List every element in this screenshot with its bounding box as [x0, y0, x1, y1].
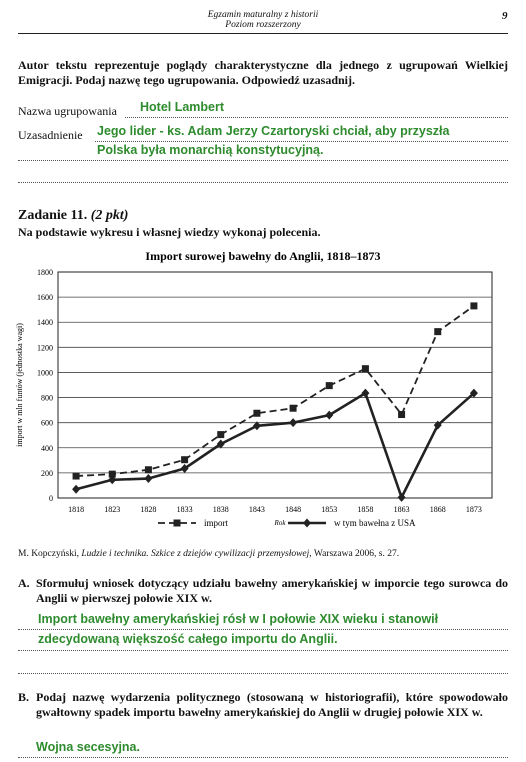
justification-answer-line2: Polska była monarchią konstytucyjną.	[97, 143, 324, 157]
x-tick-label: 1823	[104, 505, 121, 514]
data-point-usa	[72, 485, 80, 494]
y-tick-label: 1600	[37, 293, 53, 303]
cotton-import-chart	[0, 240, 526, 540]
x-tick-label: 1843	[248, 505, 265, 514]
answer-a-line2: zdecydowaną większość całego importu do Anglii.	[38, 632, 338, 646]
exam-level: Poziom rozszerzony	[225, 20, 301, 30]
data-point-import	[181, 456, 188, 463]
header-rule	[18, 33, 508, 34]
question-a-letter: A.	[18, 576, 30, 590]
y-tick-label: 600	[41, 418, 53, 428]
answer-line	[18, 673, 508, 674]
task-points: (2 pkt)	[90, 208, 129, 223]
y-tick-label: 0	[49, 494, 53, 503]
y-axis-label: import w mln funtów (jednostka wagi)	[15, 323, 24, 447]
legend-marker-import	[174, 520, 181, 527]
answer-line	[95, 141, 508, 142]
x-tick-label: 1873	[465, 505, 482, 514]
page-number: 9	[502, 10, 508, 22]
answer-line	[125, 117, 508, 118]
x-tick-label: 1853	[321, 505, 338, 514]
name-label: Nazwa ugrupowania	[18, 104, 117, 118]
legend-label-import: import	[204, 518, 228, 528]
y-tick-label: 200	[41, 468, 53, 478]
data-point-import	[217, 431, 224, 438]
x-tick-label: 1828	[140, 505, 157, 514]
x-tick-label: 1833	[176, 505, 193, 514]
series-line-usa	[76, 393, 474, 497]
answer-line	[18, 629, 508, 630]
source-details: , Warszawa 2006, s. 27.	[309, 549, 400, 559]
y-tick-label: 800	[41, 393, 53, 403]
data-point-import	[398, 411, 405, 418]
task-instruction: Na podstawie wykresu i własnej wiedzy wykonaj polecenia.	[18, 225, 321, 239]
y-tick-label: 1000	[37, 368, 53, 378]
data-point-import	[145, 466, 152, 473]
page-header	[0, 10, 526, 30]
exam-title: Egzamin maturalny z historii	[207, 10, 319, 20]
task-title	[18, 208, 128, 224]
answer-line	[18, 650, 508, 651]
y-tick-label: 1400	[37, 318, 53, 328]
chart-source	[18, 549, 399, 559]
question-a-text: Sformułuj wniosek dotyczący udziału bawełny amerykańskiej w imporcie tego surowca do Anglii w pierwszej połowie XIX w.	[36, 576, 508, 605]
chart-title: Import surowej bawełny do Anglii, 1818–1873	[145, 249, 381, 263]
data-point-import	[326, 382, 333, 389]
prev-task-prompt: Autor tekstu reprezentuje poglądy charakterystyczne dla jednego z ugrupowań Wielkiej Emigracji. Podaj nazwę tego ugrupowania. Odpowiedź uzasadnij.	[18, 58, 508, 87]
x-tick-label: 1818	[68, 505, 85, 514]
x-tick-label: 1838	[212, 505, 229, 514]
answer-line	[18, 182, 508, 183]
data-point-import	[253, 410, 260, 417]
task-number: Zadanie 11.	[18, 208, 88, 223]
answer-b: Wojna secesyjna.	[36, 740, 140, 754]
answer-line	[18, 757, 508, 758]
question-b-text: Podaj nazwę wydarzenia politycznego (stosowaną w historiografii), które spowodowało gwałtowny spadek importu bawełny amerykańskiej do Anglii w drugiej połowie XIX w.	[36, 690, 508, 719]
answer-line	[18, 160, 508, 161]
data-point-import	[362, 365, 369, 372]
data-point-import	[290, 405, 297, 412]
plot-frame	[58, 272, 492, 498]
x-axis-label: Rok	[274, 519, 286, 527]
legend-label-usa: w tym bawełna z USA	[334, 518, 416, 528]
justification-label: Uzasadnienie	[18, 128, 83, 142]
y-tick-label: 1200	[37, 343, 53, 353]
data-point-import	[434, 328, 441, 335]
justification-answer-line1: Jego lider - ks. Adam Jerzy Czartoryski chciał, aby przyszła	[97, 124, 450, 138]
legend-marker-usa	[303, 519, 311, 528]
answer-a-line1: Import bawełny amerykańskiej rósł w I połowie XIX wieku i stanowił	[38, 612, 439, 626]
x-tick-label: 1858	[357, 505, 374, 514]
question-b-letter: B.	[18, 690, 30, 704]
name-answer: Hotel Lambert	[140, 100, 225, 114]
y-tick-label: 400	[41, 443, 53, 453]
source-title: Ludzie i technika. Szkice z dziejów cywilizacji przemysłowej	[81, 549, 310, 559]
data-point-usa	[144, 474, 152, 483]
data-point-import	[470, 302, 477, 309]
x-tick-label: 1868	[429, 505, 446, 514]
data-point-import	[73, 473, 80, 480]
series-line-import	[76, 306, 474, 476]
data-point-usa	[289, 418, 297, 427]
x-tick-label: 1863	[393, 505, 410, 514]
source-author: M. Kopczyński,	[18, 549, 82, 559]
x-tick-label: 1848	[285, 505, 302, 514]
y-tick-label: 1800	[37, 268, 53, 277]
